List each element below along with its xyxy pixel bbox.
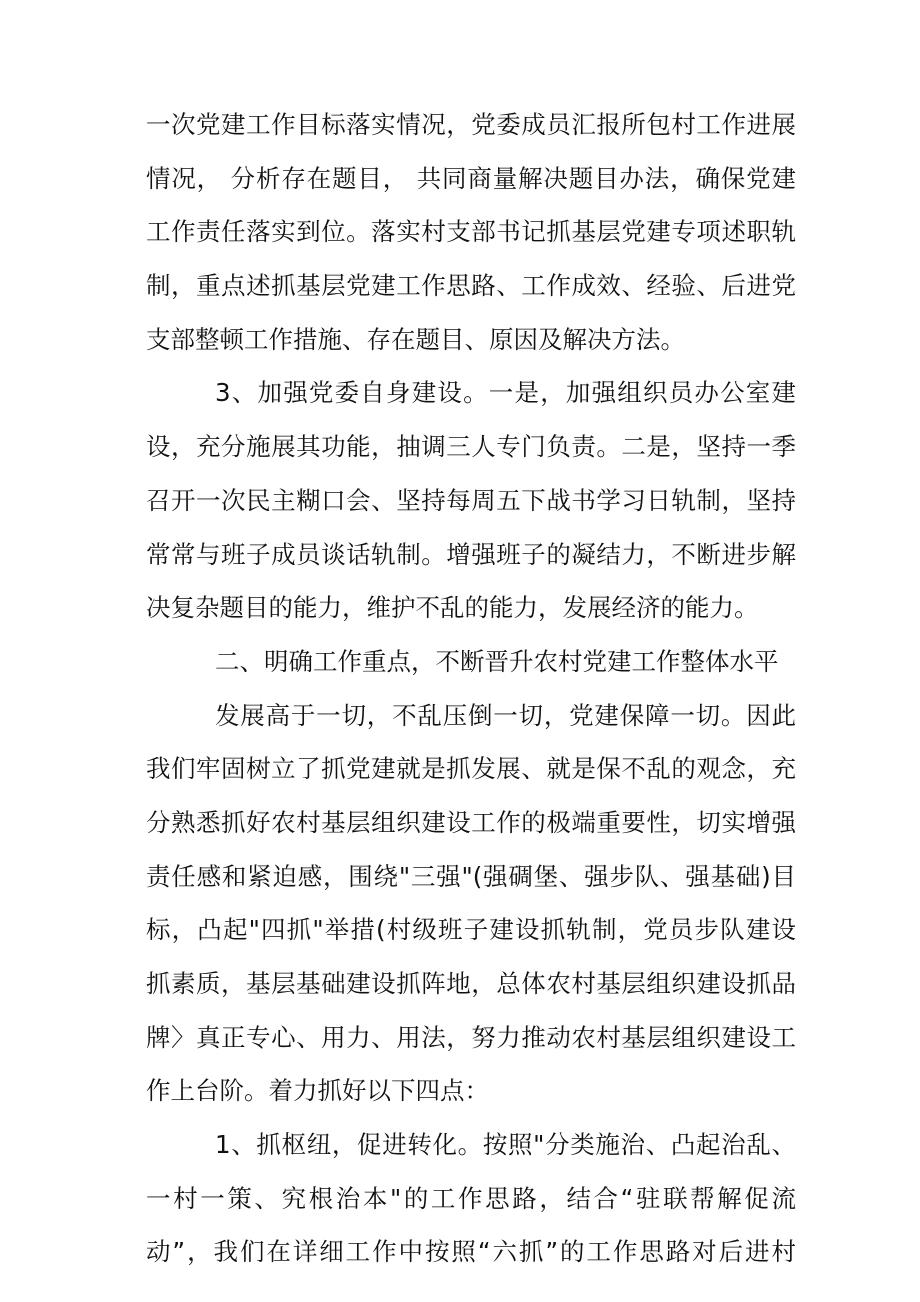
text-line: 情况， 分析存在题目， 共同商量解决题目办法，确保党建 xyxy=(146,163,796,193)
paragraph-start-line: 发展高于一切，不乱压倒一切，党建保障一切。因此 xyxy=(215,700,796,730)
text-line: 标，凸起"四抓"举措(村级班子建设抓轨制，党员步队建设 xyxy=(146,915,796,945)
text-line: 分熟悉抓好农村基层组织建设工作的极端重要性，切实增强 xyxy=(146,807,796,837)
paragraph-start-line: 3、加强党委自身建设。一是，加强组织员办公室建 xyxy=(215,378,796,408)
text-line: 我们牢固树立了抓党建就是抓发展、就是保不乱的观念，充 xyxy=(146,754,796,784)
text-line: 责任感和紧迫感，围绕"三强"(强碉堡、强步队、强基础)目 xyxy=(146,861,796,891)
text-line: 常常与班子成员谈话轨制。增强班子的凝结力，不断进步解 xyxy=(146,539,796,569)
paragraph-start-line: 1、抓枢纽，促进转化。按照"分类施治、凸起治乱、 xyxy=(215,1130,796,1160)
text-line: 召开一次民主糊口会、坚持每周五下战书学习日轨制，坚持 xyxy=(146,485,796,515)
text-line: 动”，我们在详细工作中按照“六抓”的工作思路对后进村 xyxy=(146,1237,796,1267)
text-line: 一次党建工作目标落实情况，党委成员汇报所包村工作进展 xyxy=(146,110,796,139)
text-line: 抓素质，基层基础建设抓阵地，总体农村基层组织建设抓品 xyxy=(146,969,796,998)
text-line: 决复杂题目的能力，维护不乱的能力，发展经济的能力。 xyxy=(146,593,759,623)
text-line: 支部整顿工作措施、存在题目、原因及解决方法。 xyxy=(146,324,685,354)
text-line: 工作责任落实到位。落实村支部书记抓基层党建专项述职轨 xyxy=(146,217,796,247)
section-heading: 二、明确工作重点，不断晋升农村党建工作整体水平 xyxy=(215,646,779,676)
document-body xyxy=(146,98,796,1279)
text-line: 设，充分施展其功能，抽调三人专门负责。二是，坚持一季 xyxy=(146,432,796,462)
text-line: 一村一策、究根治本"的工作思路，结合“驻联帮解促流 xyxy=(146,1183,796,1213)
text-line: 制，重点述抓基层党建工作思路、工作成效、经验、后进党 xyxy=(146,271,796,301)
text-line: 牌〉真正专心、用力、用法，努力推动农村基层组织建设工 xyxy=(146,1022,796,1052)
text-line: 作上台阶。着力抓好以下四点： xyxy=(146,1076,489,1106)
